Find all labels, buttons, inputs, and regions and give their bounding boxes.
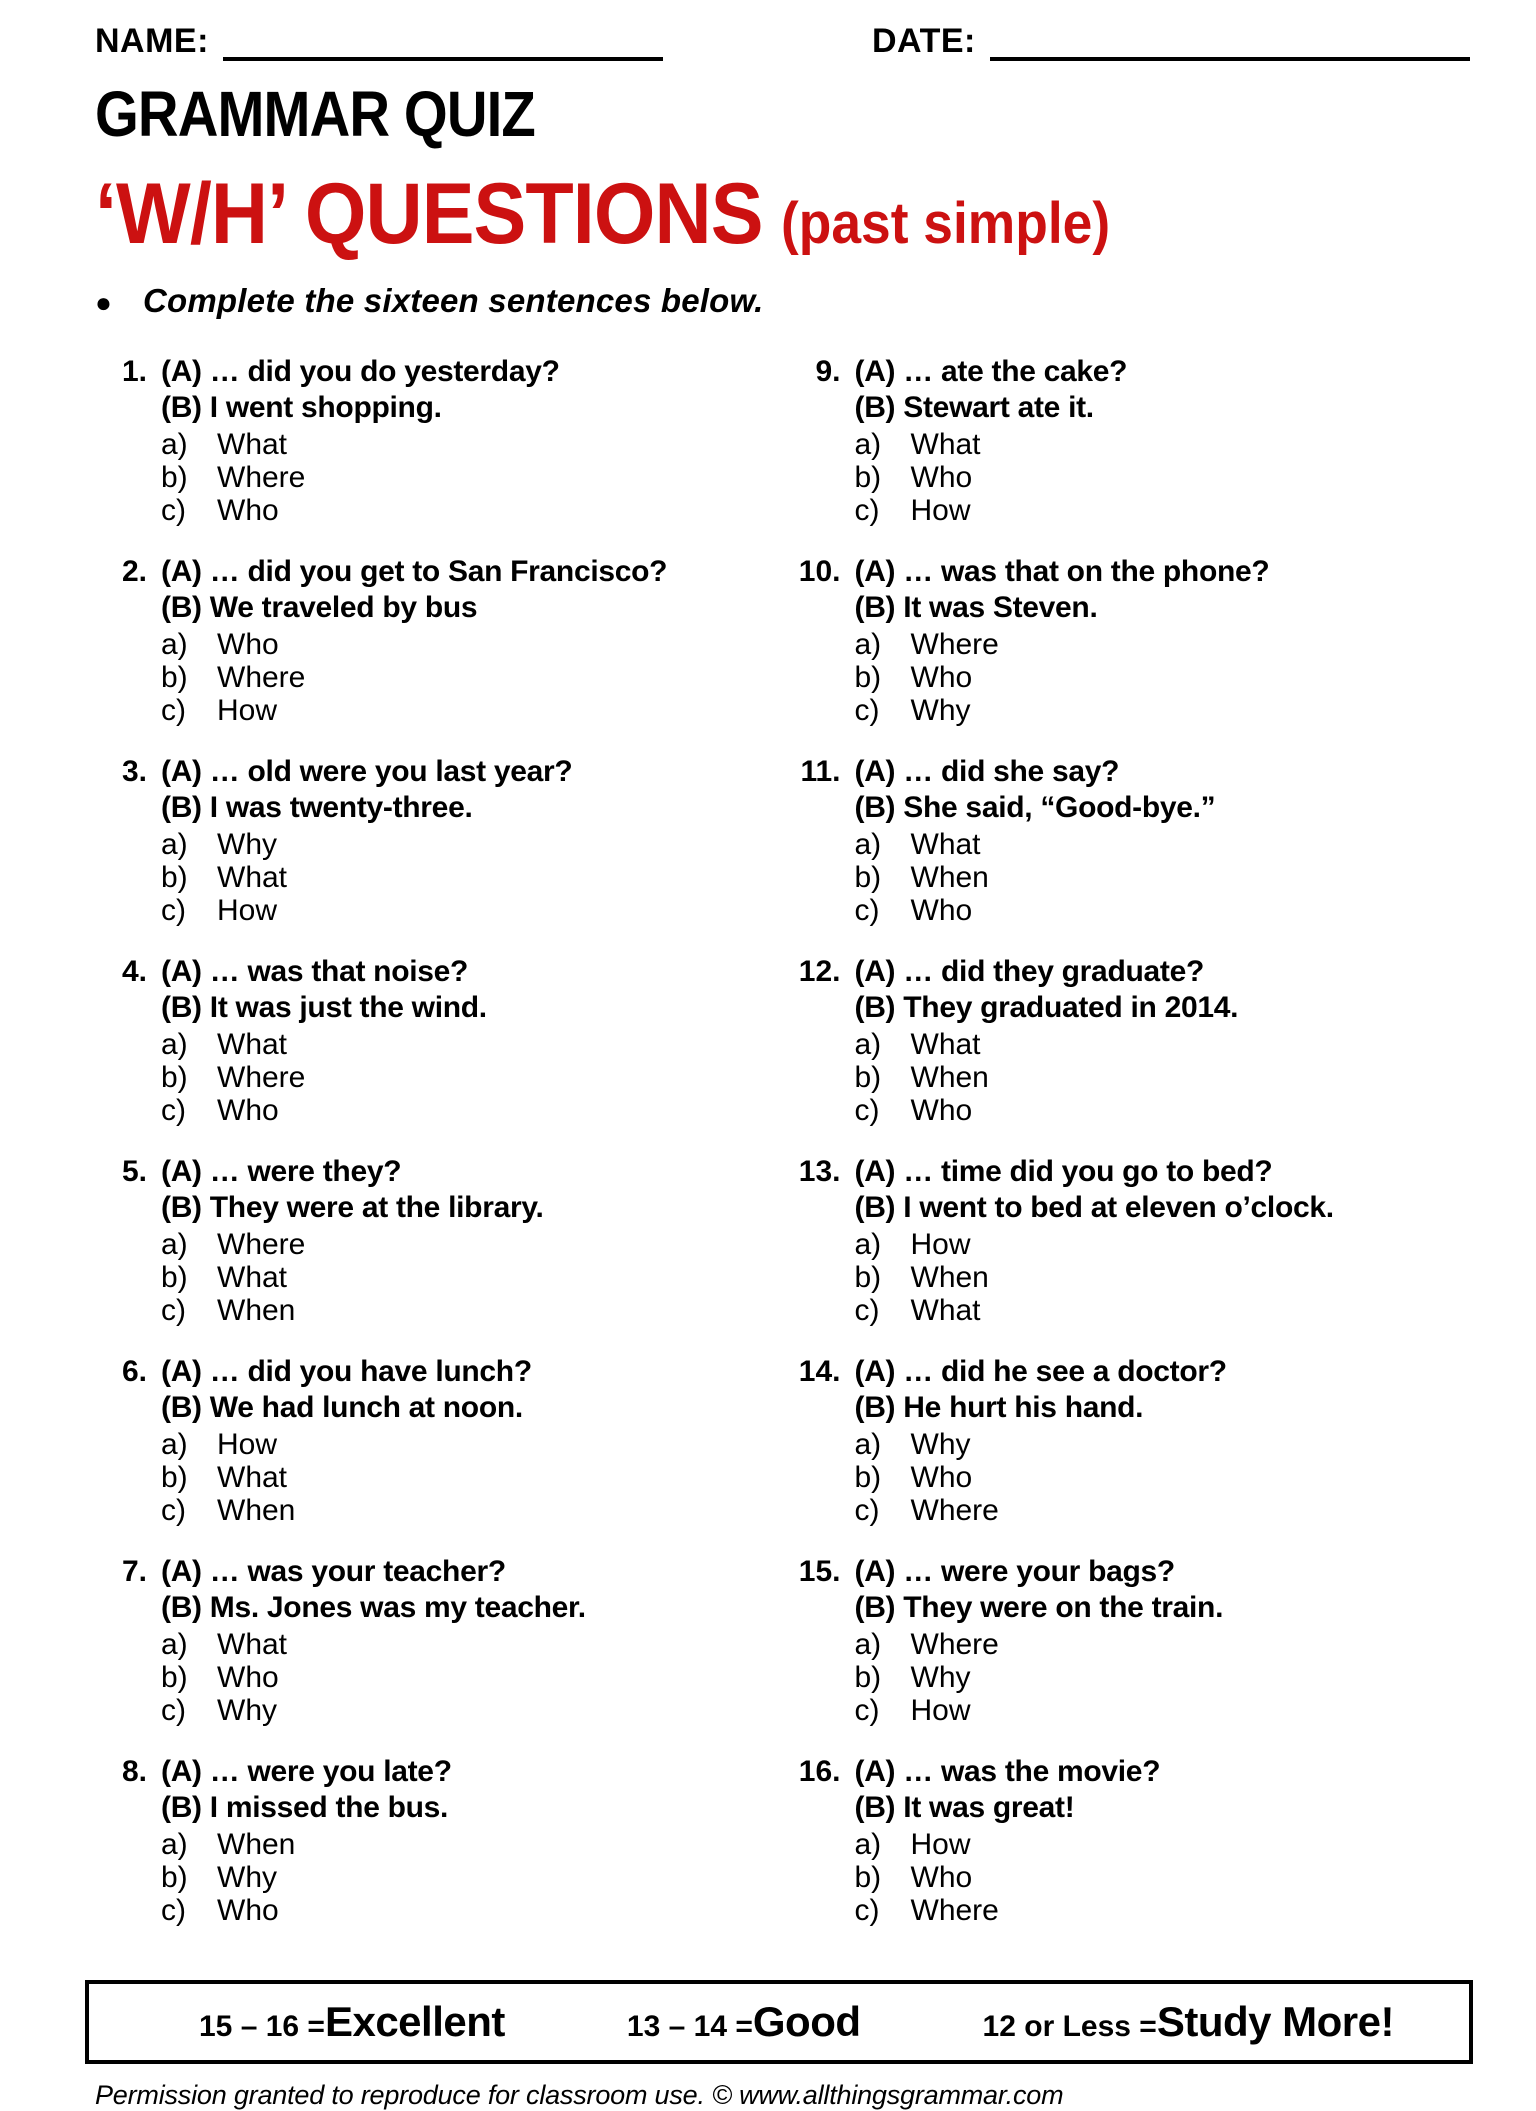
option-letter: b) bbox=[161, 1261, 188, 1294]
question-block bbox=[789, 554, 1467, 727]
question-row bbox=[95, 754, 781, 927]
question-body bbox=[161, 354, 781, 527]
option-letter: a) bbox=[854, 1628, 882, 1661]
name-blank-line bbox=[223, 27, 663, 61]
page-title: GRAMMAR QUIZ bbox=[95, 78, 535, 150]
option-text: What bbox=[217, 861, 288, 894]
option-text: How bbox=[910, 494, 971, 527]
option-letter: b) bbox=[854, 1661, 882, 1694]
question-answer: (B) It was Steven. bbox=[854, 591, 1098, 624]
questions-area bbox=[95, 354, 1466, 1954]
instruction-line bbox=[95, 282, 1466, 320]
option-item bbox=[161, 1061, 781, 1094]
score-label: Study More! bbox=[1156, 1998, 1394, 2045]
question-row bbox=[789, 1354, 1467, 1527]
question-prompt: (A) … was that noise? bbox=[161, 955, 469, 988]
question-body bbox=[161, 1754, 781, 1927]
option-letter: b) bbox=[854, 661, 882, 694]
question-row bbox=[95, 1754, 781, 1927]
option-text: Who bbox=[910, 1861, 973, 1894]
question-number: 6. bbox=[121, 1355, 147, 1388]
question-prompt: (A) … did they graduate? bbox=[854, 955, 1204, 988]
option-letter: c) bbox=[854, 494, 880, 527]
option-text: Who bbox=[217, 1894, 279, 1927]
options-list bbox=[161, 1828, 781, 1927]
question-answer: (B) It was just the wind. bbox=[161, 991, 487, 1024]
question-row bbox=[789, 1754, 1467, 1927]
option-letter: a) bbox=[854, 828, 882, 861]
option-item bbox=[161, 1428, 781, 1461]
option-text: When bbox=[910, 861, 989, 894]
option-letter: b) bbox=[854, 1861, 882, 1894]
questions-column-left bbox=[95, 354, 781, 1954]
question-body bbox=[161, 1554, 781, 1727]
option-letter: c) bbox=[161, 1294, 186, 1327]
name-field bbox=[95, 22, 872, 61]
question-number: 10. bbox=[798, 555, 841, 588]
option-letter: b) bbox=[854, 1261, 882, 1294]
option-letter: c) bbox=[161, 1694, 186, 1727]
question-body bbox=[855, 1754, 1467, 1927]
question-answer: (B) I missed the bus. bbox=[161, 1791, 449, 1824]
option-item bbox=[161, 1494, 781, 1527]
question-row bbox=[789, 354, 1467, 527]
question-prompt: (A) … were they? bbox=[161, 1155, 402, 1188]
question-prompt: (A) … did you have lunch? bbox=[161, 1355, 532, 1388]
option-item bbox=[161, 1694, 781, 1727]
option-item bbox=[855, 1628, 1467, 1661]
option-letter: a) bbox=[161, 428, 188, 461]
option-text: Why bbox=[217, 1861, 277, 1894]
question-answer: (B) He hurt his hand. bbox=[854, 1391, 1144, 1424]
option-item bbox=[855, 828, 1467, 861]
option-letter: a) bbox=[854, 628, 882, 661]
question-number: 11. bbox=[800, 755, 841, 788]
options-list bbox=[161, 628, 781, 727]
option-text: What bbox=[910, 1028, 981, 1061]
question-number: 5. bbox=[121, 1155, 147, 1188]
options-list bbox=[161, 1028, 781, 1127]
subtitle-main: ‘W/H’ QUESTIONS bbox=[95, 166, 763, 262]
question-row bbox=[95, 1154, 781, 1327]
question-answer: (B) We had lunch at noon. bbox=[161, 1391, 523, 1424]
option-letter: b) bbox=[161, 1661, 188, 1694]
option-letter: c) bbox=[161, 1494, 186, 1527]
score-label: Excellent bbox=[324, 1998, 505, 2045]
question-body bbox=[855, 1354, 1467, 1527]
option-letter: a) bbox=[161, 1428, 188, 1461]
question-number: 16. bbox=[798, 1755, 841, 1788]
option-text: When bbox=[910, 1261, 989, 1294]
option-text: Who bbox=[217, 628, 279, 661]
question-number: 7. bbox=[121, 1555, 147, 1588]
options-list bbox=[855, 828, 1467, 927]
option-letter: b) bbox=[161, 1861, 188, 1894]
options-list bbox=[855, 1628, 1467, 1727]
option-item bbox=[855, 1028, 1467, 1061]
option-item bbox=[855, 461, 1467, 494]
question-number: 12. bbox=[798, 955, 841, 988]
options-list bbox=[855, 1028, 1467, 1127]
option-text: What bbox=[910, 828, 981, 861]
option-text: Why bbox=[910, 1428, 971, 1461]
question-row bbox=[789, 1154, 1467, 1327]
option-text: Why bbox=[910, 1661, 971, 1694]
question-block bbox=[95, 1754, 781, 1927]
option-letter: c) bbox=[161, 1894, 186, 1927]
question-answer: (B) It was great! bbox=[854, 1791, 1075, 1824]
option-text: Where bbox=[217, 1228, 306, 1261]
question-row bbox=[95, 1354, 781, 1527]
option-item bbox=[161, 861, 781, 894]
option-letter: c) bbox=[854, 1094, 880, 1127]
option-text: How bbox=[217, 894, 278, 927]
option-letter: c) bbox=[854, 694, 880, 727]
question-block bbox=[95, 1554, 781, 1727]
option-letter: c) bbox=[854, 1694, 880, 1727]
score-item bbox=[983, 1998, 1394, 2046]
option-letter: b) bbox=[854, 1061, 882, 1094]
score-range: 15 – 16 = bbox=[199, 2010, 325, 2043]
option-letter: c) bbox=[854, 894, 880, 927]
option-letter: a) bbox=[161, 828, 188, 861]
question-block bbox=[95, 1154, 781, 1327]
option-item bbox=[161, 1894, 781, 1927]
option-item bbox=[161, 661, 781, 694]
question-row bbox=[789, 954, 1467, 1127]
question-body bbox=[161, 954, 781, 1127]
option-text: What bbox=[217, 1461, 288, 1494]
question-body bbox=[161, 554, 781, 727]
options-list bbox=[161, 828, 781, 927]
option-letter: a) bbox=[161, 628, 188, 661]
option-text: How bbox=[910, 1694, 971, 1727]
question-block bbox=[789, 954, 1467, 1127]
question-number: 9. bbox=[815, 355, 841, 388]
question-row bbox=[95, 954, 781, 1127]
option-letter: a) bbox=[161, 1028, 188, 1061]
questions-column-right bbox=[781, 354, 1467, 1954]
score-item bbox=[627, 1998, 861, 2046]
option-text: What bbox=[217, 1261, 288, 1294]
question-body bbox=[161, 1154, 781, 1327]
option-item bbox=[161, 494, 781, 527]
option-text: How bbox=[217, 694, 278, 727]
options-list bbox=[855, 628, 1467, 727]
options-list bbox=[855, 428, 1467, 527]
option-item bbox=[161, 1261, 781, 1294]
question-body bbox=[855, 354, 1467, 527]
question-row bbox=[95, 554, 781, 727]
options-list bbox=[161, 428, 781, 527]
question-block bbox=[95, 554, 781, 727]
question-body bbox=[855, 1554, 1467, 1727]
option-item bbox=[855, 428, 1467, 461]
footer-copyright: Permission granted to reproduce for classroom use. © www.allthingsgrammar.com bbox=[95, 2080, 1064, 2110]
score-label: Good bbox=[752, 1998, 861, 2045]
question-answer: (B) I went shopping. bbox=[161, 391, 442, 424]
option-text: How bbox=[910, 1828, 971, 1861]
option-item bbox=[161, 1628, 781, 1661]
option-letter: a) bbox=[854, 1228, 882, 1261]
question-block bbox=[95, 1354, 781, 1527]
question-number: 2. bbox=[121, 555, 147, 588]
question-block bbox=[789, 1154, 1467, 1327]
date-field bbox=[872, 22, 1470, 61]
question-block bbox=[95, 354, 781, 527]
page-subtitle bbox=[95, 165, 1356, 264]
option-letter: b) bbox=[854, 861, 882, 894]
question-prompt: (A) … were you late? bbox=[161, 1755, 452, 1788]
question-body bbox=[161, 1354, 781, 1527]
question-prompt: (A) … old were you last year? bbox=[161, 755, 573, 788]
question-number: 3. bbox=[121, 755, 147, 788]
options-list bbox=[161, 1228, 781, 1327]
option-item bbox=[855, 494, 1467, 527]
question-body bbox=[855, 954, 1467, 1127]
option-letter: b) bbox=[854, 461, 882, 494]
option-text: Where bbox=[217, 1061, 306, 1094]
option-letter: b) bbox=[161, 461, 188, 494]
question-answer: (B) Stewart ate it. bbox=[854, 391, 1094, 424]
options-list bbox=[855, 1228, 1467, 1327]
option-item bbox=[855, 1061, 1467, 1094]
option-item bbox=[855, 1661, 1467, 1694]
question-prompt: (A) … did you get to San Francisco? bbox=[161, 555, 668, 588]
option-letter: a) bbox=[854, 1428, 882, 1461]
option-item bbox=[161, 1094, 781, 1127]
option-text: How bbox=[910, 1228, 971, 1261]
option-letter: c) bbox=[161, 494, 186, 527]
option-letter: a) bbox=[161, 1628, 188, 1661]
option-text: What bbox=[910, 428, 981, 461]
option-letter: b) bbox=[854, 1461, 882, 1494]
option-text: Who bbox=[910, 661, 973, 694]
option-text: When bbox=[910, 1061, 989, 1094]
option-item bbox=[855, 1094, 1467, 1127]
option-item bbox=[855, 694, 1467, 727]
option-item bbox=[855, 1494, 1467, 1527]
option-letter: c) bbox=[854, 1294, 880, 1327]
score-legend-box bbox=[85, 1980, 1473, 2064]
question-number: 1. bbox=[121, 355, 147, 388]
option-item bbox=[161, 1028, 781, 1061]
option-text: Where bbox=[910, 1628, 999, 1661]
option-text: When bbox=[217, 1828, 296, 1861]
question-prompt: (A) … did she say? bbox=[854, 755, 1120, 788]
options-list bbox=[161, 1628, 781, 1727]
option-text: When bbox=[217, 1294, 296, 1327]
option-text: What bbox=[217, 1028, 288, 1061]
question-prompt: (A) … did he see a doctor? bbox=[854, 1355, 1227, 1388]
option-item bbox=[161, 1461, 781, 1494]
question-prompt: (A) … was the movie? bbox=[854, 1755, 1161, 1788]
question-row bbox=[789, 754, 1467, 927]
option-text: What bbox=[217, 1628, 288, 1661]
option-item bbox=[161, 828, 781, 861]
question-body bbox=[161, 754, 781, 927]
question-prompt: (A) … did you do yesterday? bbox=[161, 355, 560, 388]
question-number: 4. bbox=[121, 955, 147, 988]
option-letter: a) bbox=[854, 428, 882, 461]
instruction-text: Complete the sixteen sentences below. bbox=[143, 282, 764, 319]
score-range: 12 or Less = bbox=[982, 2010, 1157, 2043]
question-number: 8. bbox=[121, 1755, 147, 1788]
option-item bbox=[161, 461, 781, 494]
option-letter: c) bbox=[161, 894, 186, 927]
option-text: Who bbox=[217, 1094, 279, 1127]
option-text: When bbox=[217, 1494, 296, 1527]
question-row bbox=[789, 554, 1467, 727]
question-answer: (B) They were on the train. bbox=[854, 1591, 1224, 1624]
option-item bbox=[855, 894, 1467, 927]
option-letter: b) bbox=[161, 1061, 188, 1094]
option-item bbox=[161, 1228, 781, 1261]
option-item bbox=[855, 1861, 1467, 1894]
bullet-icon: ● bbox=[95, 287, 112, 318]
option-letter: a) bbox=[161, 1228, 188, 1261]
question-row bbox=[789, 1554, 1467, 1727]
option-item bbox=[855, 861, 1467, 894]
option-text: How bbox=[217, 1428, 278, 1461]
question-body bbox=[855, 554, 1467, 727]
option-text: Who bbox=[910, 894, 973, 927]
option-text: Where bbox=[910, 628, 999, 661]
option-text: Where bbox=[217, 461, 306, 494]
option-item bbox=[161, 1661, 781, 1694]
question-answer: (B) She said, “Good-bye.” bbox=[854, 791, 1216, 824]
question-block bbox=[789, 1354, 1467, 1527]
option-item bbox=[161, 1861, 781, 1894]
option-item bbox=[161, 1828, 781, 1861]
question-number: 15. bbox=[798, 1555, 841, 1588]
option-text: Who bbox=[217, 494, 279, 527]
option-letter: b) bbox=[161, 1461, 188, 1494]
option-text: Why bbox=[910, 694, 971, 727]
question-answer: (B) We traveled by bus bbox=[161, 591, 478, 624]
option-item bbox=[855, 1228, 1467, 1261]
question-answer: (B) They graduated in 2014. bbox=[854, 991, 1239, 1024]
question-block bbox=[789, 354, 1467, 527]
options-list bbox=[161, 1428, 781, 1527]
question-prompt: (A) … were your bags? bbox=[854, 1555, 1175, 1588]
question-block bbox=[789, 754, 1467, 927]
option-letter: b) bbox=[161, 861, 188, 894]
question-block bbox=[95, 954, 781, 1127]
date-blank-line bbox=[990, 27, 1470, 61]
option-item bbox=[855, 1828, 1467, 1861]
name-label: NAME: bbox=[95, 22, 209, 60]
header bbox=[95, 22, 1466, 61]
question-prompt: (A) … was that on the phone? bbox=[854, 555, 1270, 588]
option-item bbox=[855, 1261, 1467, 1294]
option-item bbox=[855, 1894, 1467, 1927]
option-item bbox=[855, 628, 1467, 661]
question-body bbox=[855, 1154, 1467, 1327]
question-number: 14. bbox=[798, 1355, 841, 1388]
option-letter: a) bbox=[161, 1828, 188, 1861]
question-body bbox=[855, 754, 1467, 927]
option-text: Who bbox=[910, 1094, 973, 1127]
option-item bbox=[855, 1461, 1467, 1494]
subtitle-paren: (past simple) bbox=[780, 191, 1111, 256]
option-text: Who bbox=[910, 461, 973, 494]
question-row bbox=[95, 354, 781, 527]
option-item bbox=[855, 1694, 1467, 1727]
option-item bbox=[161, 1294, 781, 1327]
question-block bbox=[95, 754, 781, 927]
option-text: Where bbox=[910, 1894, 999, 1927]
options-list bbox=[855, 1428, 1467, 1527]
question-block bbox=[789, 1754, 1467, 1927]
option-text: Why bbox=[217, 1694, 277, 1727]
option-item bbox=[855, 1294, 1467, 1327]
score-item bbox=[199, 1998, 505, 2046]
option-letter: c) bbox=[854, 1894, 880, 1927]
option-text: Where bbox=[217, 661, 306, 694]
question-answer: (B) They were at the library. bbox=[161, 1191, 544, 1224]
option-text: Who bbox=[910, 1461, 973, 1494]
option-item bbox=[161, 628, 781, 661]
option-letter: c) bbox=[854, 1494, 880, 1527]
option-text: Where bbox=[910, 1494, 999, 1527]
option-letter: c) bbox=[161, 1094, 186, 1127]
option-item bbox=[161, 894, 781, 927]
question-answer: (B) I was twenty-three. bbox=[161, 791, 473, 824]
option-text: Why bbox=[217, 828, 277, 861]
question-answer: (B) Ms. Jones was my teacher. bbox=[161, 1591, 586, 1624]
question-block bbox=[789, 1554, 1467, 1727]
option-letter: a) bbox=[854, 1828, 882, 1861]
question-prompt: (A) … ate the cake? bbox=[854, 355, 1128, 388]
option-item bbox=[161, 694, 781, 727]
option-letter: a) bbox=[854, 1028, 882, 1061]
question-prompt: (A) … time did you go to bed? bbox=[854, 1155, 1273, 1188]
option-item bbox=[855, 661, 1467, 694]
date-label: DATE: bbox=[872, 22, 976, 60]
option-item bbox=[161, 428, 781, 461]
option-item bbox=[855, 1428, 1467, 1461]
question-prompt: (A) … was your teacher? bbox=[161, 1555, 506, 1588]
options-list bbox=[855, 1828, 1467, 1927]
option-text: What bbox=[910, 1294, 981, 1327]
question-row bbox=[95, 1554, 781, 1727]
option-letter: c) bbox=[161, 694, 186, 727]
question-answer: (B) I went to bed at eleven o’clock. bbox=[854, 1191, 1334, 1224]
option-letter: b) bbox=[161, 661, 188, 694]
question-number: 13. bbox=[798, 1155, 841, 1188]
option-text: Who bbox=[217, 1661, 279, 1694]
score-range: 13 – 14 = bbox=[626, 2010, 753, 2043]
option-text: What bbox=[217, 428, 288, 461]
